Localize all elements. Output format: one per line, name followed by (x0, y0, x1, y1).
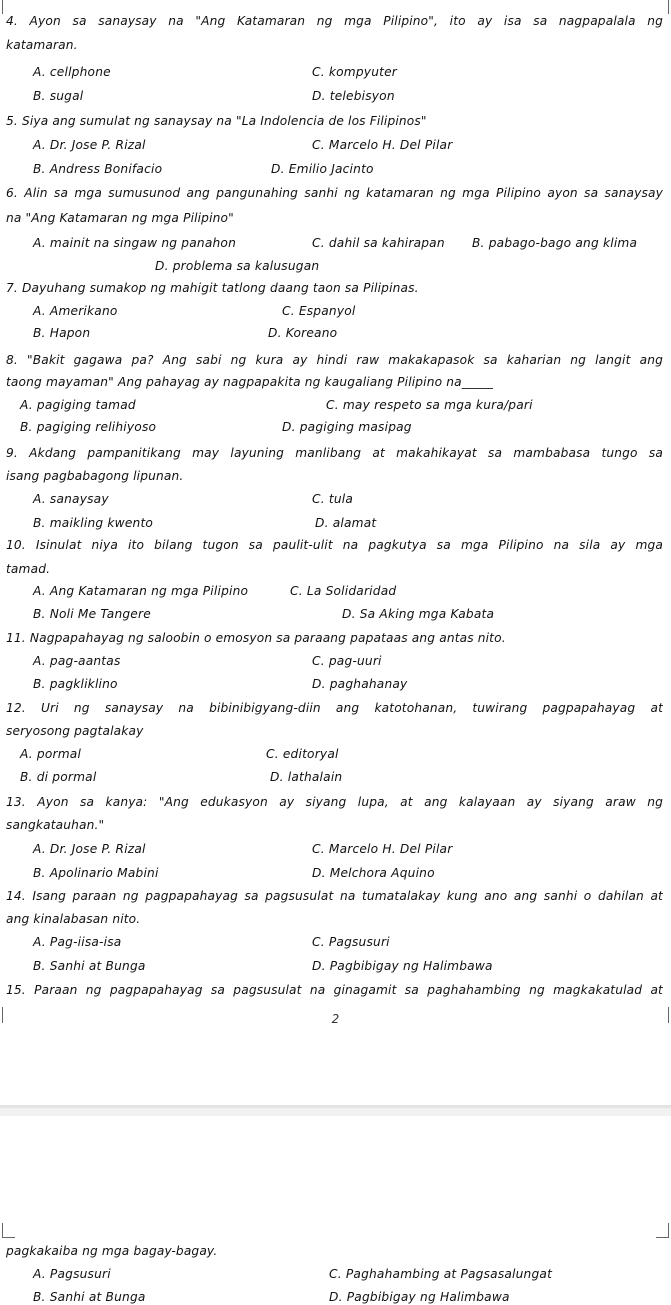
question-4-text: 4. Ayon sa sanaysay na "Ang Katamaran ng mga Pilipino", ito ay isa sa nagpapalala ng (6, 14, 663, 28)
option-a: A. cellphone (33, 65, 111, 79)
option-b: B. pagkliklino (33, 677, 118, 691)
question-12-text-cont: seryosong pagtalakay (6, 724, 144, 738)
question-7-text: 7. Dayuhang sumakop ng mahigit tatlong daang taon sa Pilipinas. (6, 281, 419, 295)
option-a: A. Pagsusuri (33, 1267, 111, 1281)
option-d: D. Sa Aking mga Kabata (342, 607, 495, 621)
option-b: B. Andress Bonifacio (33, 162, 163, 176)
question-13-text-cont: sangkatauhan." (6, 818, 105, 832)
option-c: C. pag-uuri (312, 654, 382, 668)
option-d: D. telebisyon (312, 89, 395, 103)
question-9-text: 9. Akdang pampanitikang may layuning manlibang at makahikayat sa mambabasa tungo sa (6, 446, 663, 460)
question-5-text: 5. Siya ang sumulat ng sanaysay na "La Indolencia de los Filipinos" (6, 114, 427, 128)
question-8-text: 8. "Bakit gagawa pa? Ang sabi ng kura ay hindi raw makakapasok sa kaharian ng langit ang (6, 353, 663, 367)
option-a: A. mainit na singaw ng panahon (33, 236, 237, 250)
option-d: D. Melchora Aquino (312, 866, 435, 880)
option-b: B. maikling kwento (33, 516, 154, 530)
question-14-text-cont: ang kinalabasan nito. (6, 912, 141, 926)
question-10-text: 10. Isinulat niya ito bilang tugon sa paulit-ulit na pagkutya sa mga Pilipino na sila ay mga (6, 538, 663, 552)
worksheet-page-2 (0, 1116, 671, 1304)
option-b: B. Sanhi at Bunga (33, 959, 146, 973)
option-d: D. Emilio Jacinto (271, 162, 374, 176)
question-8-text-cont: taong mayaman" Ang pahayag ay nagpapakita ng kaugaliang Pilipino na_____ (6, 375, 493, 389)
option-b: B. Noli Me Tangere (33, 607, 151, 621)
page-corner-mark (656, 0, 669, 14)
option-b: B. sugal (33, 89, 84, 103)
option-d: D. Pagbibigay ng Halimbawa (329, 1290, 510, 1304)
option-a: A. Ang Katamaran ng mga Pilipino (33, 584, 249, 598)
option-c: C. Marcelo H. Del Pilar (312, 138, 453, 152)
option-c: C. La Solidaridad (290, 584, 397, 598)
option-b: B. pagiging relihiyoso (20, 420, 157, 434)
option-a: A. pagiging tamad (20, 398, 136, 412)
question-11-text: 11. Nagpapahayag ng saloobin o emosyon sa paraang papataas ang antas nito. (6, 631, 506, 645)
page-separator-shadow (0, 1108, 671, 1116)
option-b: B. di pormal (20, 770, 97, 784)
option-a: A. Dr. Jose P. Rizal (33, 842, 146, 856)
option-d: D. problema sa kalusugan (155, 259, 320, 273)
page-corner-mark (2, 1223, 15, 1238)
option-c: C. Paghahambing at Pagsasalungat (329, 1267, 553, 1281)
option-d: D. paghahanay (312, 677, 408, 691)
option-a: A. Amerikano (33, 304, 118, 318)
question-10-text-cont: tamad. (6, 562, 51, 576)
option-c: C. Pagsusuri (312, 935, 390, 949)
page-corner-mark (656, 1223, 669, 1238)
option-b: B. pabago-bago ang klima (472, 236, 638, 250)
question-13-text: 13. Ayon sa kanya: "Ang edukasyon ay siyang lupa, at ang kalayaan ay siyang araw ng (6, 795, 663, 809)
question-12-text: 12. Uri ng sanaysay na bibinibigyang-diin ang katotohanan, tuwirang pagpapahayag at (6, 701, 663, 715)
option-a: A. Dr. Jose P. Rizal (33, 138, 146, 152)
option-d: D. lathalain (270, 770, 343, 784)
option-c: C. dahil sa kahirapan (312, 236, 445, 250)
option-d: D. pagiging masipag (282, 420, 412, 434)
option-a: A. pormal (20, 747, 82, 761)
option-d: D. Pagbibigay ng Halimbawa (312, 959, 493, 973)
question-4-text-cont: katamaran. (6, 38, 78, 52)
question-9-text-cont: isang pagbabagong lipunan. (6, 469, 184, 483)
option-b: B. Sanhi at Bunga (33, 1290, 146, 1304)
option-b: B. Apolinario Mabini (33, 866, 159, 880)
question-6-text-cont: na "Ang Katamaran ng mga Pilipino" (6, 211, 234, 225)
question-15-text: 15. Paraan ng pagpapahayag sa pagsusulat na ginagamit sa paghahambing ng magkakatulad at (6, 983, 663, 997)
option-a: A. pag-aantas (33, 654, 121, 668)
option-c: C. kompyuter (312, 65, 398, 79)
page-corner-mark (2, 0, 15, 14)
question-6-text: 6. Alin sa mga sumusunod ang pangunahing sanhi ng katamaran ng mga Pilipino ayon sa sanaysay (6, 186, 663, 200)
option-a: A. Pag-iisa-isa (33, 935, 122, 949)
option-c: C. Espanyol (282, 304, 356, 318)
option-d: D. alamat (315, 516, 377, 530)
question-14-text: 14. Isang paraan ng pagpapahayag sa pagsusulat na tumatalakay kung ano ang sanhi o dahilan at (6, 889, 663, 903)
question-15-text-cont: pagkakaiba ng mga bagay-bagay. (6, 1244, 218, 1258)
option-b: B. Hapon (33, 326, 91, 340)
option-c: C. tula (312, 492, 354, 506)
page-number: 2 (331, 1012, 340, 1026)
option-a: A. sanaysay (33, 492, 109, 506)
option-c: C. editoryal (266, 747, 339, 761)
option-c: C. may respeto sa mga kura/pari (326, 398, 533, 412)
option-c: C. Marcelo H. Del Pilar (312, 842, 453, 856)
option-d: D. Koreano (268, 326, 338, 340)
